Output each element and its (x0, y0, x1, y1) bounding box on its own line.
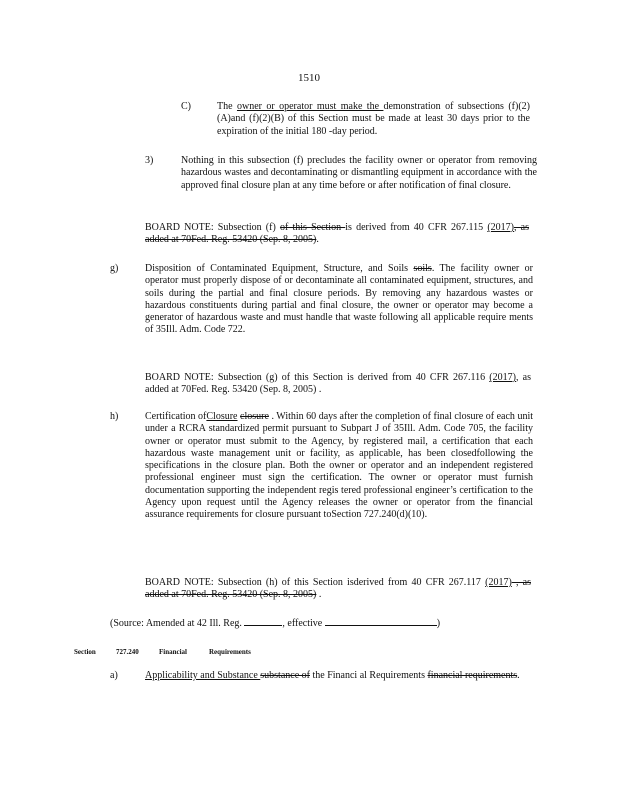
note-f-deleted-1: of this Section (279, 222, 346, 233)
note-h-inserted-year: (2017) (485, 577, 512, 588)
a-text-5: . (517, 670, 520, 681)
paragraph-3-text: Nothing in this subsection (f) precludes the facility owner or operator from removing hazardous wastes and decontaminating or dismantling equipment in accordance with the approved final closure plan at any time before or after notification of final closure. (181, 155, 537, 191)
subsection-a-label: a) (110, 670, 118, 681)
board-note-g (145, 372, 531, 397)
h-inserted-text: Closure (206, 411, 238, 422)
subsection-h-label: h) (110, 411, 119, 422)
h-deleted-text: closure (240, 411, 269, 422)
paragraph-3-label: 3) (145, 155, 154, 166)
subsection-c-label: C) (181, 101, 191, 112)
subsection-a-text (145, 670, 533, 682)
board-note-f (145, 222, 529, 247)
effective-date-blank (325, 616, 437, 626)
source-text-1: (Source: Amended at 42 Ill. Reg. (110, 618, 245, 629)
note-h-text-4: . (316, 589, 322, 601)
note-h-deleted-text: , as added at 70Fed. Reg. 53420 (Sep. 8, 2005) (145, 577, 531, 601)
source-line (110, 616, 440, 630)
subsection-c-text (217, 101, 530, 138)
a-text-3: the Financi al Requirements (309, 670, 428, 681)
c-text-1: The (217, 101, 237, 112)
note-f-text-1: BOARD NOTE: Subsection (f) (145, 222, 280, 233)
section-number: 727.240 (116, 648, 139, 656)
source-text-3: ) (436, 618, 441, 629)
g-text-3: . The facility owner or operator must properly dispose of or decontaminate all contaminated equipment, structures, and soils during the partial and final closure periods. By removing any hazardous wastes or hazardous constituents during partial and final closure, the owner or operator may become a generator of hazardous waste and must handle that waste following all applicable require ments of 35Ill. Adm. Code 722. (145, 263, 533, 336)
note-g-inserted-year: (2017) (489, 372, 516, 383)
note-h-text-1: BOARD NOTE: Subsection (h) of this Section isderived from 40 CFR 267.117 (145, 577, 486, 588)
section-word: Section (74, 648, 96, 656)
a-deleted-2: financial requirements (427, 670, 518, 681)
g-deleted-text: soils (413, 263, 432, 274)
note-g-text-1: BOARD NOTE: Subsection (g) of this Section is derived from 40 CFR 267.116 (145, 372, 490, 383)
note-g-text-3: , as added at 70Fed. Reg. 53420 (Sep. 8, 2005) . (145, 372, 531, 396)
g-text-1: Disposition of Contaminated Equipment, Structure, and Soils (145, 263, 414, 274)
section-title-1: Financial (159, 648, 188, 656)
subsection-h-text (145, 411, 533, 522)
a-inserted-1: Applicability and Substance (145, 670, 261, 681)
register-page-blank (244, 616, 282, 626)
section-title-2: Requirements (209, 648, 251, 656)
page-number: 1510 (298, 72, 320, 84)
subsection-g-text (145, 263, 533, 337)
h-text-1: Certification of (145, 411, 207, 422)
c-inserted-text: owner or operator must make the (236, 101, 384, 112)
h-text-5: . Within 60 days after the completion of final closure of each unit under a RCRA standardized permit pursuant to Subpart J of 35Ill. Adm. Code 705, the facility owner or operator must submit to the Agency, by registered mail, a certification that each hazardous waste management unit or facility, as applicable, has been closedfollowing the specifications in the closure plan. Both the owner or operator and an independent registered professional engineer must sign the certification. The owner or operator must furnish documentation supporting the independent regis tered professional engineer’s certification to the Agency upon request until the Agency releases the owner or operator from the financial assurance requirements for closure pursuant toSection 727.240(d)(10). (145, 411, 533, 521)
board-note-h (145, 577, 531, 602)
note-f-text-6: . (316, 234, 319, 246)
a-deleted-1: substance of (260, 670, 310, 681)
source-text-2: , effective (282, 618, 325, 629)
c-text-3: demonstration of subsections (f)(2)(A)and (f)(2)(B) of this Section must be made at least 30 days prior to the expiration of the initial 180 -day period. (217, 101, 530, 137)
note-f-deleted-2: , as added at 70Fed. Reg. 53420 (Sep. 8, 2005) (145, 222, 529, 246)
note-f-text-3: is derived from 40 CFR 267.115 (345, 222, 488, 233)
subsection-g-label: g) (110, 263, 119, 274)
note-f-inserted-year: (2017) (487, 222, 514, 233)
